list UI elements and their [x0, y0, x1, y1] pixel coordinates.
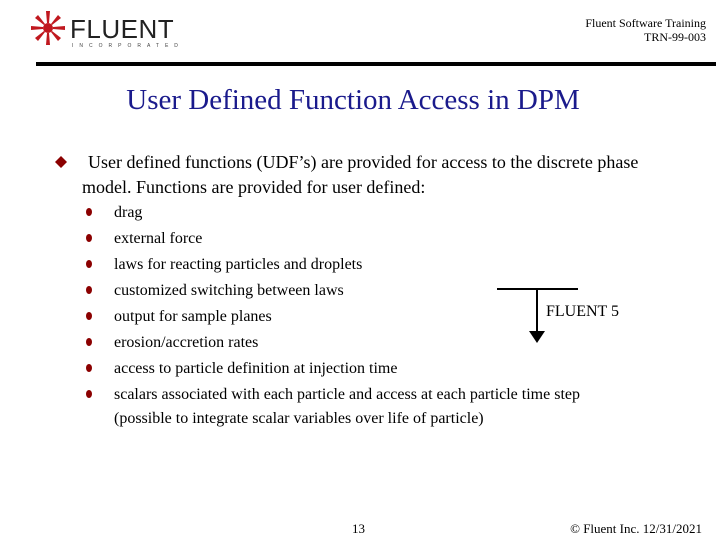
dot-bullet-icon — [86, 234, 92, 242]
list-item-text — [114, 383, 580, 431]
list-item-text: external force — [114, 230, 203, 247]
callout-stem-line — [536, 288, 538, 334]
list-item-text: laws for reacting particles and droplets — [114, 256, 363, 273]
footer-copyright: © Fluent Inc. 12/31/2021 — [570, 521, 702, 536]
dot-bullet-icon — [86, 390, 92, 398]
list-item-text: erosion/accretion rates — [114, 334, 259, 351]
dot-bullet-icon — [86, 286, 92, 294]
fluent-logo-icon — [30, 10, 66, 46]
list-item-text: drag — [114, 204, 143, 221]
list-item-line-continuation: (possible to integrate scalar variables over life of particle) — [114, 410, 484, 427]
header-course: Fluent Software Training — [585, 16, 706, 30]
page-number: 13 — [352, 521, 365, 536]
list-item — [86, 225, 686, 251]
list-item — [86, 329, 686, 355]
list-item — [86, 199, 686, 225]
list-item — [86, 381, 686, 433]
dot-bullet-icon — [86, 364, 92, 372]
dot-bullet-icon — [86, 208, 92, 216]
header-code: TRN-99-003 — [644, 30, 706, 44]
logo-subtitle: INCORPORATED — [72, 43, 184, 49]
fluent5-callout-label: FLUENT 5 — [546, 303, 620, 320]
fluent-logo — [30, 10, 184, 50]
diamond-bullet-icon — [55, 156, 67, 168]
list-item — [86, 277, 686, 303]
list-item — [86, 355, 686, 381]
logo-wordmark: FLUENT — [70, 14, 175, 44]
list-item-text: access to particle definition at injection time — [114, 360, 398, 377]
list-item-text: output for sample planes — [114, 308, 272, 325]
list-item-text: customized switching between laws — [114, 282, 344, 299]
header-info — [585, 16, 706, 44]
list-item — [86, 251, 686, 277]
slide-title: User Defined Function Access in DPM — [126, 84, 580, 116]
list-item-line: scalars associated with each particle and access at each particle time step — [114, 386, 580, 403]
intro-paragraph: User defined functions (UDF’s) are provided for access to the discrete phase model. Functions are provided for user defined: — [82, 152, 639, 197]
dot-bullet-icon — [86, 312, 92, 320]
dot-bullet-icon — [86, 338, 92, 346]
header-divider — [36, 62, 716, 66]
dot-bullet-icon — [86, 260, 92, 268]
down-arrow-icon — [529, 331, 545, 343]
